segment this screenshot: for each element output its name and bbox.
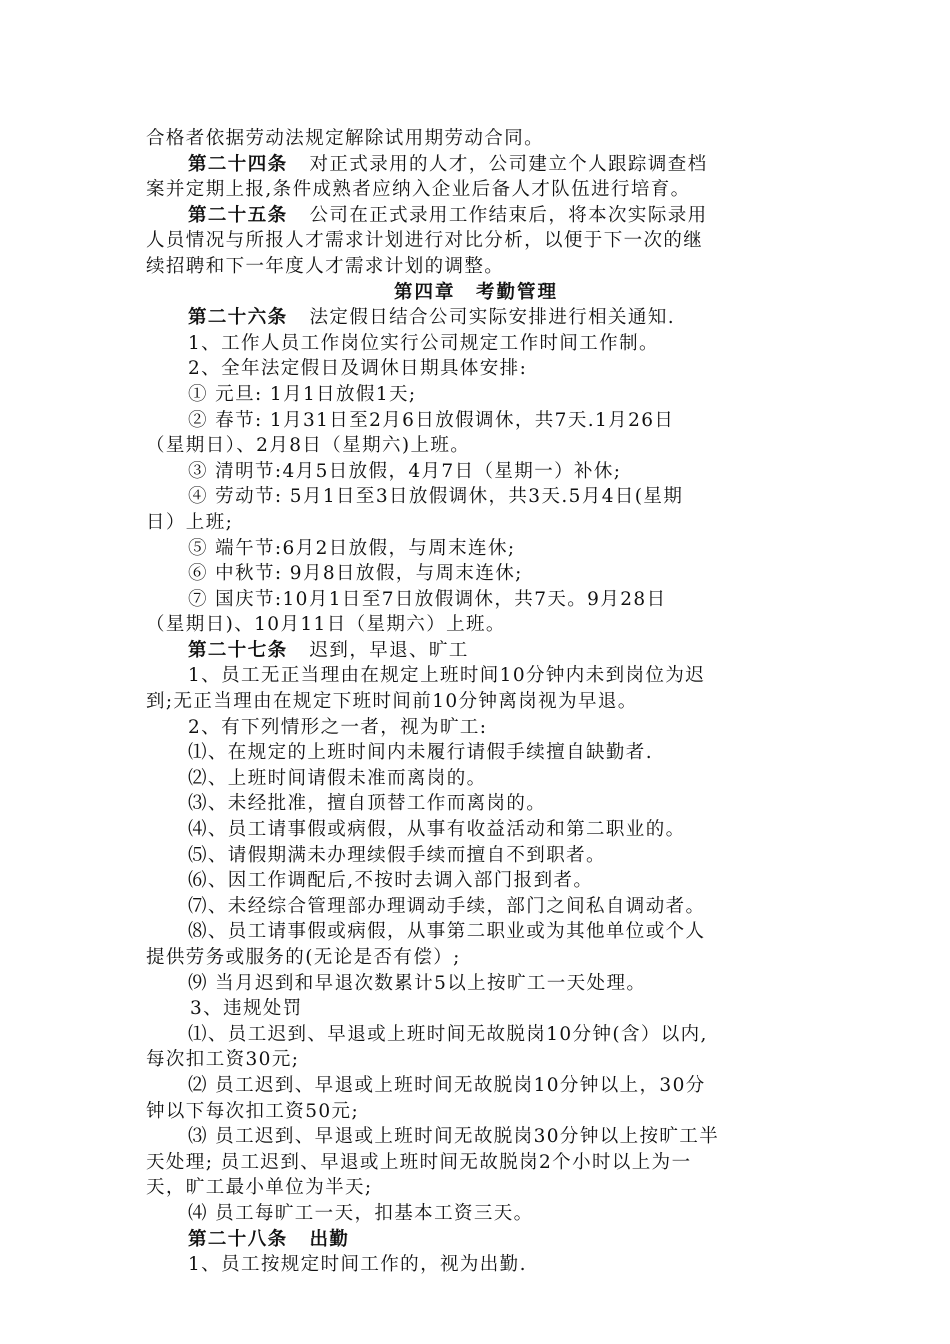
line-text: 法定假日结合公司实际安排进行相关通知.	[309, 307, 675, 329]
line-text: ⑼ 当月迟到和早退次数累计5以上按旷工一天处理。	[188, 972, 647, 994]
line-text: ⑶、未经批准，擅自顶替工作而离岗的。	[188, 793, 547, 815]
text-line	[146, 433, 806, 459]
text-line	[146, 689, 806, 715]
text-line	[146, 254, 806, 280]
line-text: 每次扣工资30元;	[146, 1049, 300, 1071]
text-line	[146, 587, 806, 613]
text-line	[146, 1099, 806, 1125]
line-text: ⑶ 员工迟到、早退或上班时间无故脱岗30分钟以上按旷工半	[188, 1126, 720, 1148]
line-text: ⑤ 端午节:6月2日放假，与周末连休;	[188, 537, 516, 559]
text-line	[146, 1124, 806, 1150]
line-text: 案并定期上报,条件成熟者应纳入企业后备人才队伍进行培育。	[146, 179, 691, 201]
text-line	[146, 817, 806, 843]
line-text: ⑴、在规定的上班时间内未履行请假手续擅自缺勤者.	[188, 742, 653, 764]
line-text: 提供劳务或服务的(无论是否有偿）;	[146, 947, 461, 968]
line-text: 合格者依据劳动法规定解除试用期劳动合同。	[146, 128, 545, 149]
line-text: ⑻、员工请事假或病假，从事第二职业或为其他单位或个人	[188, 921, 706, 943]
line-text: 日）上班;	[146, 511, 234, 533]
article-number: 第二十八条	[188, 1228, 288, 1250]
text-line	[146, 945, 806, 971]
text-line	[146, 510, 806, 536]
text-line	[146, 715, 806, 741]
text-line	[146, 152, 806, 178]
text-line	[146, 996, 806, 1022]
line-text: 天处理; 员工迟到、早退或上班时间无故脱岗2个小时以上为一	[146, 1151, 692, 1173]
text-line	[146, 919, 806, 945]
line-text: ⑹、因工作调配后,不按时去调入部门报到者。	[188, 870, 594, 892]
line-text: ⑦ 国庆节:10月1日至7日放假调休，共7天。9月28日	[188, 588, 667, 610]
text-line	[146, 1227, 806, 1253]
line-text: 迟到，早退、旷工	[309, 639, 469, 661]
line-text: （星期日)、10月11日（星期六）上班。	[146, 614, 506, 636]
text-line	[146, 1201, 806, 1227]
line-text: 1、员工无正当理由在规定上班时间10分钟内未到岗位为迟	[188, 665, 706, 687]
line-text: ③ 清明节:4月5日放假，4月7日（星期一）补休;	[188, 460, 622, 482]
text-line	[146, 228, 806, 254]
text-line	[146, 382, 806, 408]
text-line	[146, 638, 806, 664]
text-line	[146, 663, 806, 689]
line-text: 公司在正式录用工作结束后，将本次实际录用	[309, 204, 708, 226]
text-line	[146, 305, 806, 331]
article-number: 第二十五条	[188, 204, 288, 226]
text-line	[146, 1150, 806, 1176]
line-text: 3、违规处罚	[190, 998, 303, 1020]
line-text: 对正式录用的人才，公司建立个人跟踪调查档	[309, 153, 708, 175]
text-line	[146, 484, 806, 510]
line-text: 钟以下每次扣工资50元;	[146, 1100, 360, 1122]
line-text: ⑷、员工请事假或病假，从事有收益活动和第二职业的。	[188, 819, 686, 841]
line-text: ① 元旦: 1月1日放假1天;	[188, 383, 417, 405]
line-text: 2、有下列情形之一者，视为旷工:	[188, 716, 488, 738]
text-line	[146, 843, 806, 869]
text-line	[146, 177, 806, 203]
article-number: 第二十七条	[188, 639, 288, 661]
line-text: ⑵ 员工迟到、早退或上班时间无故脱岗10分钟以上，30分	[188, 1074, 706, 1096]
line-text: ② 春节: 1月31日至2月6日放假调休，共7天.1月26日	[188, 409, 675, 431]
document-page	[146, 126, 806, 1278]
line-text: 出勤	[309, 1228, 350, 1250]
text-line	[146, 612, 806, 638]
line-text: ⑸、请假期满未办理续假手续而擅自不到职者。	[188, 844, 606, 866]
line-text: ⑺、未经综合管理部办理调动手续，部门之间私自调动者。	[188, 895, 706, 917]
line-text: 续招聘和下一年度人才需求计划的调整。	[146, 255, 505, 277]
text-line	[146, 126, 806, 152]
chapter-heading: 第四章 考勤管理	[393, 281, 558, 303]
line-text: ⑥ 中秋节: 9月8日放假，与周末连休;	[188, 563, 523, 585]
line-text: （星期日）、2月8日（星期六)上班。	[146, 435, 471, 457]
text-line	[146, 971, 806, 997]
text-line	[146, 791, 806, 817]
text-line	[146, 203, 806, 229]
line-text: ⑷ 员工每旷工一天，扣基本工资三天。	[188, 1202, 534, 1224]
text-line	[146, 868, 806, 894]
text-line	[146, 459, 806, 485]
text-line	[146, 1047, 806, 1073]
text-line	[146, 894, 806, 920]
article-number: 第二十四条	[188, 153, 288, 175]
text-line	[146, 1073, 806, 1099]
line-text: 1、工作人员工作岗位实行公司规定工作时间工作制。	[188, 332, 659, 354]
line-text: 人员情况与所报人才需求计划进行对比分析，以便于下一次的继	[146, 230, 704, 252]
text-line	[146, 356, 806, 382]
line-text: 天，旷工最小单位为半天;	[146, 1177, 373, 1199]
text-line	[146, 1252, 806, 1278]
text-line	[146, 536, 806, 562]
text-line	[146, 1175, 806, 1201]
line-text: 到;无正当理由在规定下班时间前10分钟离岗视为早退。	[146, 691, 638, 713]
line-text: ⑴、员工迟到、早退或上班时间无故脱岗10分钟(含）以内,	[188, 1023, 708, 1045]
text-line	[146, 561, 806, 587]
text-line	[146, 740, 806, 766]
text-line	[146, 1022, 806, 1048]
line-text: ⑵、上班时间请假未准而离岗的。	[188, 767, 487, 789]
line-text: 1、员工按规定时间工作的，视为出勤.	[188, 1254, 527, 1276]
line-text: 2、全年法定假日及调休日期具体安排:	[188, 358, 528, 380]
article-number: 第二十六条	[188, 307, 288, 329]
line-text: ④ 劳动节: 5月1日至3日放假调休，共3天.5月4日(星期	[188, 486, 684, 508]
text-line	[146, 766, 806, 792]
text-line	[146, 331, 806, 357]
text-line	[146, 408, 806, 434]
